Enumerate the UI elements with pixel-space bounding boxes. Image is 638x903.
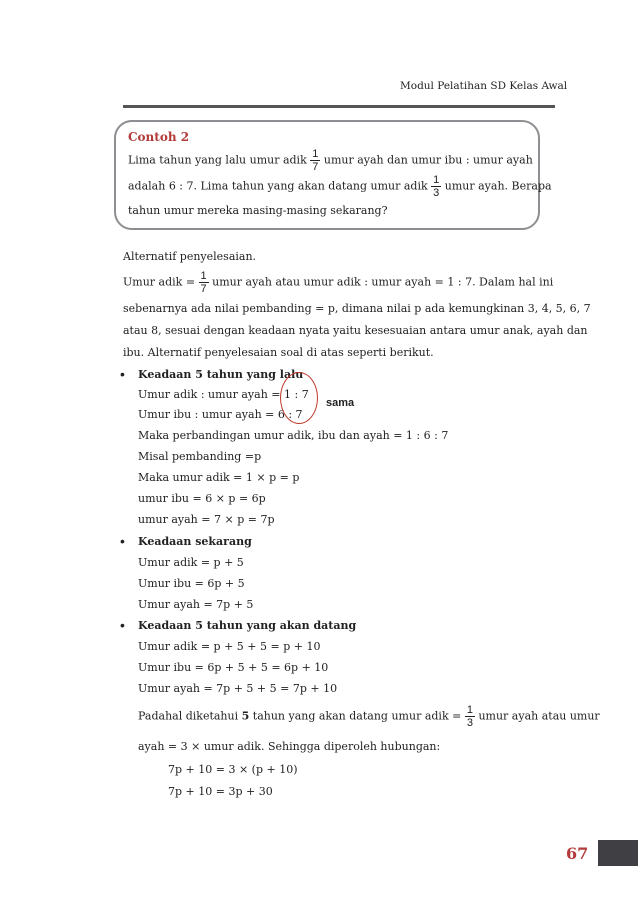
sama-annotation: sama — [326, 397, 355, 409]
section-1-line-1: Umur adik : umur ayah = 1 : 7 — [138, 388, 309, 401]
body-line-3: atau 8, sesuai dengan keadaan nyata yaitu kesesuaian antara umur anak, ayah dan — [123, 324, 588, 337]
body-line-1: Umur adik = $\frac{1}{7}$ umur ayah atau umur adik : umur ayah = 1 : 7. Dalam hal ini — [123, 270, 554, 295]
example-line-1: Lima tahun yang lalu umur adik $\frac{1}{7}$ umur ayah dan umur ibu : umur ayah — [128, 148, 533, 173]
section-2-line-1: Umur adik = p + 5 — [138, 556, 244, 569]
section-1-line-3: Maka perbandingan umur adik, ibu dan ayah = 1 : 6 : 7 — [138, 429, 449, 442]
highlight-circle — [280, 372, 318, 424]
page-corner-bar — [598, 840, 638, 866]
body-line-2: sebenarnya ada nilai pembanding = p, dimana nilai p ada kemungkinan 3, 4, 5, 6, 7 — [123, 302, 591, 315]
section-1-line-7: umur ayah = 7 × p = 7p — [138, 513, 275, 526]
fraction-one-third-body: $\frac{1}{3}$ — [466, 704, 473, 729]
fraction-one-third: $\frac{1}{3}$ — [433, 174, 440, 199]
example-box — [114, 120, 552, 230]
section-3-line-1: Umur adik = p + 5 + 5 = p + 10 — [138, 640, 321, 653]
alternative-heading: Alternatif penyelesaian. — [123, 250, 257, 263]
section-2-title: Keadaan sekarang — [138, 535, 252, 548]
section-2-line-2: Umur ibu = 6p + 5 — [138, 577, 245, 590]
example-line-2: adalah 6 : 7. Lima tahun yang akan datang umur adik $\frac{1}{3}$ umur ayah. Berapa — [128, 174, 552, 199]
section-2-line-3: Umur ayah = 7p + 5 — [138, 598, 254, 611]
section-3-title: Keadaan 5 tahun yang akan datang — [138, 619, 357, 632]
example-line-3: tahun umur mereka masing-masing sekarang? — [128, 204, 388, 217]
fraction-one-seventh: $\frac{1}{7}$ — [312, 148, 319, 173]
bullet-icon: • — [120, 533, 125, 549]
example-title: Contoh 2 — [128, 130, 190, 144]
section-3-line-5: ayah = 3 × umur adik. Sehingga diperoleh hubungan: — [138, 740, 441, 753]
equation-line-2: 7p + 10 = 3p + 30 — [168, 785, 273, 798]
body-line-4: ibu. Alternatif penyelesaian soal di atas seperti berikut. — [123, 346, 434, 359]
section-1-line-5: Maka umur adik = 1 × p = p — [138, 471, 300, 484]
header-rule — [123, 105, 555, 108]
section-3-line-4: Padahal diketahui 5 tahun yang akan datang umur adik = $\frac{1}{3}$ umur ayah atau umur — [138, 704, 600, 729]
page-header: Modul Pelatihan SD Kelas Awal — [400, 80, 568, 92]
section-1-line-2: Umur ibu : umur ayah = 6 : 7 — [138, 408, 303, 421]
bullet-icon: • — [120, 617, 125, 633]
section-3-line-3: Umur ayah = 7p + 5 + 5 = 7p + 10 — [138, 682, 338, 695]
fraction-one-seventh-body: $\frac{1}{7}$ — [200, 270, 207, 295]
equation-line-1: 7p + 10 = 3 × (p + 10) — [168, 763, 298, 776]
section-1-line-6: umur ibu = 6 × p = 6p — [138, 492, 266, 505]
page-number: 67 — [566, 844, 589, 863]
section-1-line-4: Misal pembanding =p — [138, 450, 262, 463]
bullet-icon: • — [120, 366, 125, 382]
section-3-line-2: Umur ibu = 6p + 5 + 5 = 6p + 10 — [138, 661, 329, 674]
section-1-title: Keadaan 5 tahun yang lalu — [138, 368, 304, 381]
